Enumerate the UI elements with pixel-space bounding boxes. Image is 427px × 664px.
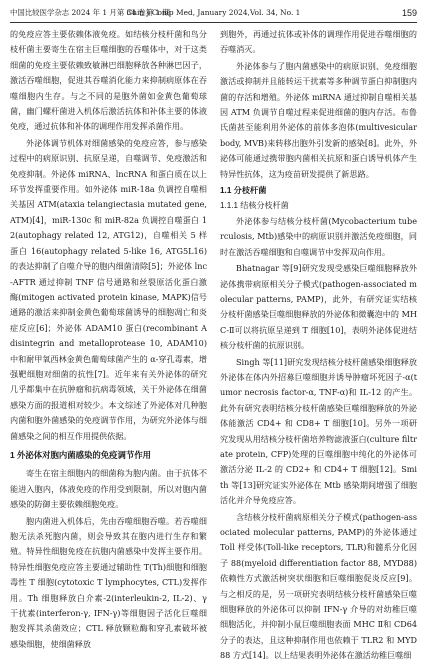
body-paragraph: 外泌体参与结核分枝杆菌(Mycobacterium tuberculosis, Mtb)感染中的病原识别并激活免疫细胞，同时在激活吞噬细胞和自噬调节中发挥双向作用。 [220,215,417,257]
body-paragraph: Singh 等[11]研究发现结核分枝杆菌感染细胞释放外泌体在体内外招募巨噬细胞并诱导肿瘤坏死因子-α(tumor necrosis factor-α, TNF-α)和 IL-12 的产生。此外有研究表明结核分枝杆菌感染巨噬细胞释放的外泌体能激活 CD4+ 和 CD8+ T 细胞[10]。另外一项研究发现从用结核分枝杆菌培养物滤液蛋白(culture filtrate protein, CFP)处理的巨噬细胞中纯化的外泌体可激活分泌 IL-2 的 CD2+ 和 CD4+ T 细胞[12]。Smith 等[13]研究证实外泌体在 Mtb 感染期间增强了细胞活化并介导免疫应答。 [220,356,417,506]
journal-name-cn: 中国比较医学杂志 2024 年 1 月第 34 卷第 1 期 [10,8,170,17]
page-number: 159 [401,8,417,18]
body-paragraph: 到胞外，再通过抗体或补体的调理作用促进吞噬细胞的吞噬消灭。 [220,29,417,55]
running-header [10,6,417,23]
body-paragraph: 胞内菌进入机体后，先由吞噬细胞吞噬。若吞噬细胞无法杀死胞内菌，则会导致其在胞内进行生存和繁殖。特异性细胞免疫在抗胞内菌感染中发挥主要作用。特异性细胞免疫应答主要通过辅助性 T(Th)细胞和细胞毒性 T 细胞(cytotoxic T lymphocytes, CTL)发挥作用。Th 细胞释放白介素-2(interleukin-2, IL-2)、γ 干扰素(interferon-γ, IFN-γ)等细胞因子活化巨噬细胞发挥其杀菌效应；CTL 释放颗粒酶和穿孔素破坏被感染细胞，使细菌释放 [10,515,207,649]
body-paragraph: 外泌体调节机体对细菌感染的免疫应答，参与感染过程中的病原识别、抗原呈递，自噬调节、免疫激活和免疫抑制。外泌体 miRNA、lncRNA 和蛋白质在以上环节发挥重要作用。如外泌体 miR-18a 负调控自噬相关基因 ATM(ataxia telangiectasia mutated gene, ATM)[4]，miR-130c 和 miR-82a 负调控自噬蛋白 12(autophagy related 12, ATG12)，自噬相关 5 样蛋白 16(autophagy related 5-like 16, ATG5L16)的表达抑制了自噬介导的胞内细菌清除[5]；外泌体 lnc-AFTR 通过抑制 TNF 信号通路和丝裂原活化蛋白激酶(mitogen activated protein kinase, MAPK)信号通路的激活来抑制金黄色葡萄球菌诱导的细胞凋亡和炎症反应[6]；外泌体 ADAM10 蛋白(recombinant A disintegrin and metalloprotease 10, ADAM10)中和耐甲氧西林金黄色葡萄球菌产生的 α-穿孔毒素，增强靶细胞对细菌的抗性[7]。近年来有关外泌体的研究几乎都集中在抗肿瘤和抗病毒领域，关于外泌体在细菌感染方面的报道相对较少。本文综述了外泌体对几种胞内菌和胞外菌感染的免疫调节作用，为研究外泌体与细菌感染之间的相互作用提供依据。 [10,137,207,441]
body-paragraph: 含结核分枝杆菌病原相关分子模式(pathogen-associated molecular patterns, PAMP)的外泌体通过 Toll 样受体(Toll-like receptors, TLR)和髓系分化因子 88(myeloid differentiation factor 88, MYD88)依赖性方式激活树突状细胞和巨噬细胞促炎反应[9]。与之相反的是，另一项研究表明结核分枝杆菌感染巨噬细胞释放的外泌体可以抑制 IFN-γ 介导的对幼稚巨噬细胞活化，并抑制小鼠巨噬细胞表面 MHC Ⅱ和 CD64 分子的表达，且这种抑制作用也依赖于 TLR2 和 MYD88 方式[14]。以上结果表明外泌体在激活幼稚巨噬细 [220,511,417,661]
body-paragraph: 寄生在宿主细胞内的细菌称为胞内菌。由于抗体不能进入胞内，体液免疫的作用受到限制，所以对胞内菌感染的防御主要依赖细胞免疫。 [10,468,207,510]
left-column [10,27,207,649]
subsubsection-heading: 1.1.1 结核分枝杆菌 [220,201,289,211]
body-paragraph: 外泌体参与了胞内菌感染中的病原识别、免疫细胞激活或抑制并且能转运干扰素等多种调节蛋白抑制胞内菌的存活和增殖。外泌体 miRNA 通过抑制自噬相关基因 ATM 负调节自噬过程来促进细菌的胞内存活。布鲁氏菌甚至能利用外泌体的前体多泡体(multivesicular body, MVB)来转移出胞外引发新的感染[8]。此外，外泌体可能通过携带胞内菌相关抗原和蛋白诱导机体产生特异性抗体，这为疫苗研发提供了新思路。 [220,60,417,179]
body-paragraph: 的免疫应答主要依赖体液免疫。如结核分枝杆菌和鸟分枝杆菌主要寄生在宿主巨噬细胞的吞噬体中，对于这类细菌的免疫主要依赖致敏淋巴细胞释放各种淋巴因子，激活吞噬细胞，促进其吞噬消化能力来抑制病原体在吞噬细胞内生存。与之不同的是胞外菌如金黄色葡萄球菌，幽门螺杆菌进入机体后激活抗体和补体主要的体液免疫，通过抗体和补体的调理作用发挥杀菌作用。 [10,29,207,132]
right-column [220,27,417,661]
body-paragraph: Bhatnagar 等[9]研究发现受感染巨噬细胞释放外泌体携带病原相关分子模式(pathogen-associated molecular patterns, PAMP)，此外，有研究证实结核分枝杆菌感染巨噬细胞释放的外泌体和微囊泡中的 MHC-Ⅱ可以将抗原呈递到 T 细胞[10]，表明外泌体促进结核分枝杆菌的抗原识别。 [220,263,417,351]
subsection-heading: 1.1 分枝杆菌 [220,186,267,196]
journal-name-en: Chin J Comp Med, January 2024,Vol. 34, No. 1 [126,8,301,17]
section-heading: 1 外泌体对胞内菌感染的免疫调节作用 [10,449,151,460]
